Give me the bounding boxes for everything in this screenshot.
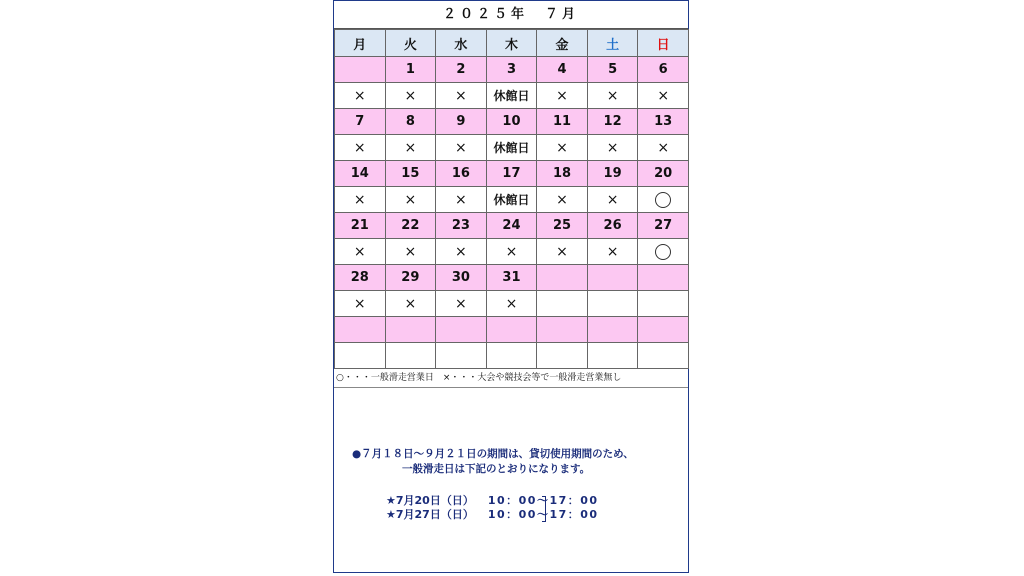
status-closed-cell: 休館日 bbox=[486, 135, 537, 161]
date-cell: 28 bbox=[335, 265, 386, 291]
schedule-date: ★7月20日（日） bbox=[386, 494, 474, 507]
status-cell: × bbox=[335, 239, 386, 265]
calendar-panel bbox=[333, 0, 689, 573]
weekday-thu: 木 bbox=[486, 30, 537, 57]
schedule-date: ★7月27日（日） bbox=[386, 508, 474, 521]
date-cell: 12 bbox=[587, 109, 638, 135]
status-cell bbox=[587, 343, 638, 369]
status-cell: × bbox=[436, 239, 487, 265]
date-row bbox=[335, 213, 689, 239]
status-cell bbox=[486, 343, 537, 369]
status-closed-cell: 休館日 bbox=[486, 83, 537, 109]
date-cell: 29 bbox=[385, 265, 436, 291]
status-cell: × bbox=[385, 291, 436, 317]
date-cell: 16 bbox=[436, 161, 487, 187]
date-row bbox=[335, 57, 689, 83]
date-cell: 22 bbox=[385, 213, 436, 239]
date-cell bbox=[486, 317, 537, 343]
date-row bbox=[335, 265, 689, 291]
status-row bbox=[335, 187, 689, 213]
status-cell: × bbox=[587, 187, 638, 213]
open-circle-icon bbox=[655, 244, 671, 260]
date-cell: 18 bbox=[537, 161, 588, 187]
date-cell bbox=[638, 317, 689, 343]
date-cell: 9 bbox=[436, 109, 487, 135]
date-cell: 14 bbox=[335, 161, 386, 187]
status-cell: × bbox=[537, 135, 588, 161]
date-cell bbox=[385, 317, 436, 343]
schedule-time: 10：00～17：00 bbox=[487, 508, 599, 521]
date-cell bbox=[587, 265, 638, 291]
date-cell: 2 bbox=[436, 57, 487, 83]
status-cell: × bbox=[486, 239, 537, 265]
notice-line-2: 一般滑走日は下記のとおりになります。 bbox=[402, 463, 591, 475]
date-cell: 20 bbox=[638, 161, 689, 187]
status-cell: × bbox=[638, 135, 689, 161]
date-cell: 1 bbox=[385, 57, 436, 83]
schedule-item bbox=[386, 494, 599, 508]
status-cell: × bbox=[587, 239, 638, 265]
status-cell: × bbox=[587, 135, 638, 161]
status-cell bbox=[537, 343, 588, 369]
status-cell: × bbox=[587, 83, 638, 109]
schedule-time: 10：00～17：00 bbox=[487, 494, 599, 507]
status-row bbox=[335, 135, 689, 161]
status-open-cell bbox=[638, 239, 689, 265]
date-cell: 3 bbox=[486, 57, 537, 83]
status-cell bbox=[436, 343, 487, 369]
date-cell: 31 bbox=[486, 265, 537, 291]
weekday-header-row bbox=[335, 30, 689, 57]
date-cell bbox=[587, 317, 638, 343]
date-row bbox=[335, 109, 689, 135]
notice-line-1: ●７月１８日～９月２１日の期間は、貸切使用期間のため、 bbox=[352, 448, 634, 460]
weekday-sat: 土 bbox=[587, 30, 638, 57]
status-cell: × bbox=[537, 83, 588, 109]
date-cell: 17 bbox=[486, 161, 537, 187]
date-cell: 13 bbox=[638, 109, 689, 135]
date-cell: 24 bbox=[486, 213, 537, 239]
open-circle-icon bbox=[655, 192, 671, 208]
status-cell: × bbox=[537, 187, 588, 213]
status-cell: × bbox=[486, 291, 537, 317]
schedule-item bbox=[386, 508, 599, 522]
weekday-mon: 月 bbox=[335, 30, 386, 57]
date-cell: 15 bbox=[385, 161, 436, 187]
date-cell: 5 bbox=[587, 57, 638, 83]
date-cell bbox=[436, 317, 487, 343]
schedule-list bbox=[386, 494, 599, 522]
date-cell: 10 bbox=[486, 109, 537, 135]
calendar-title: ２０２５年 ７月 bbox=[334, 1, 688, 29]
status-cell: × bbox=[335, 187, 386, 213]
date-cell: 26 bbox=[587, 213, 638, 239]
date-cell: 7 bbox=[335, 109, 386, 135]
date-cell: 8 bbox=[385, 109, 436, 135]
status-cell: × bbox=[335, 291, 386, 317]
status-cell bbox=[587, 291, 638, 317]
date-cell: 21 bbox=[335, 213, 386, 239]
schedule-bracket bbox=[542, 496, 546, 522]
status-cell: × bbox=[385, 135, 436, 161]
status-cell: × bbox=[638, 83, 689, 109]
date-cell: 25 bbox=[537, 213, 588, 239]
date-cell: 4 bbox=[537, 57, 588, 83]
status-cell: × bbox=[335, 83, 386, 109]
status-cell bbox=[638, 343, 689, 369]
calendar-table bbox=[334, 29, 689, 369]
date-cell bbox=[335, 57, 386, 83]
date-cell: 27 bbox=[638, 213, 689, 239]
weekday-fri: 金 bbox=[537, 30, 588, 57]
date-cell: 19 bbox=[587, 161, 638, 187]
legend: ○・・・一般滑走営業日 ×・・・大会や競技会等で一般滑走営業無し bbox=[334, 369, 688, 388]
status-cell: × bbox=[537, 239, 588, 265]
date-row bbox=[335, 161, 689, 187]
date-row bbox=[335, 317, 689, 343]
date-cell bbox=[537, 265, 588, 291]
weekday-sun: 日 bbox=[638, 30, 689, 57]
weekday-tue: 火 bbox=[385, 30, 436, 57]
date-cell: 23 bbox=[436, 213, 487, 239]
status-cell bbox=[537, 291, 588, 317]
status-cell: × bbox=[436, 187, 487, 213]
status-cell: × bbox=[436, 135, 487, 161]
status-cell: × bbox=[385, 187, 436, 213]
status-closed-cell: 休館日 bbox=[486, 187, 537, 213]
status-row bbox=[335, 291, 689, 317]
status-cell: × bbox=[436, 83, 487, 109]
date-cell bbox=[537, 317, 588, 343]
status-open-cell bbox=[638, 187, 689, 213]
status-row bbox=[335, 343, 689, 369]
date-cell bbox=[335, 317, 386, 343]
weekday-wed: 水 bbox=[436, 30, 487, 57]
status-cell: × bbox=[385, 83, 436, 109]
status-cell: × bbox=[335, 135, 386, 161]
status-row bbox=[335, 83, 689, 109]
date-cell: 30 bbox=[436, 265, 487, 291]
date-cell bbox=[638, 265, 689, 291]
status-cell: × bbox=[436, 291, 487, 317]
status-cell bbox=[335, 343, 386, 369]
status-cell: × bbox=[385, 239, 436, 265]
status-cell bbox=[638, 291, 689, 317]
status-cell bbox=[385, 343, 436, 369]
status-row bbox=[335, 239, 689, 265]
date-cell: 11 bbox=[537, 109, 588, 135]
date-cell: 6 bbox=[638, 57, 689, 83]
